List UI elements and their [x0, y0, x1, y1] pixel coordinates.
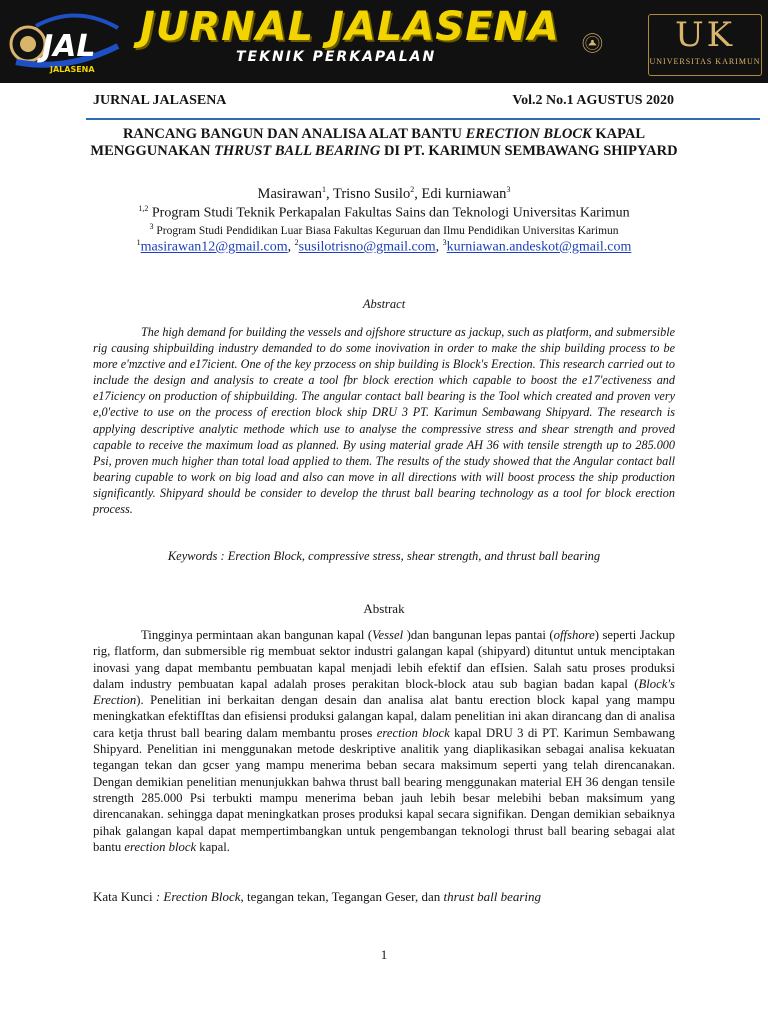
keywords-en: Keywords : Erection Block, compressive stress, shear strength, and thrust ball bearing — [167, 549, 601, 563]
abstract-id-italic: offshore — [553, 628, 595, 642]
abstract-id-text: )dan bangunan lepas pantai ( — [403, 628, 554, 642]
abstract-id-text: ) seperti Jackup rig, flatform, dan submersible rig membuat sektor industri galangan kapal (shipyard) dituntut untuk menciptakan inovasi yang dapat membantu pembuatan kapal menjadi lebih efektif dan efIsien. Salah satu proses produksi dalam industry pembuatan kapal adalah proses perakitan block-block atau sub bagian badan kapal ( — [93, 628, 675, 691]
email-sup: 1 — [136, 238, 141, 247]
university-logo-text: UK — [674, 15, 736, 55]
header-divider — [86, 118, 760, 120]
abstract-en-body: The high demand for building the vessels and ojfshore structure as jackup, such as platform, and submersible rig causing shipbuilding industry demanded to do some inovivation in order to make the ship building process to be more e'mzctive and e17icient. One of the key przocess on ship building is Block's Erection. This research carried out to include the design and analysis to create a tool fbr block erection which capable to boost the e17'ectiveness and e17iciency on production of shipbuilding. The angular contact ball bearing is the Tool which created and proven very e,0'ective to use on the process of erection block ship DRU 3 PT. Karimun Sembawang Shipyard. The research is applying descriptive analytic methode which use to analyse the compressive stress and shear strength and proved capable to receive the maximum load as planned. By using material grade AH 36 with tensile strength up to 285.000 Psi, proven much higher than total load applied to them. The results of the study showed that the Angular contact ball bearing cupable to work on big load and also can move in all directions with will boost process the ship production significantly. Shipyard should be consider to develop the thrust ball bearing technology as a tool for block erection process. — [93, 325, 675, 517]
email-list — [0, 238, 768, 256]
email-link-1[interactable]: masirawan12@gmail.com — [140, 239, 288, 255]
email-separator: , — [435, 239, 443, 255]
abstract-id-text: kapal DRU 3 di PT. Karimun Sembawang Shipyard. Penelitian ini menggunakan metode deskriptive analitik yang diaplikasikan sebagai analisa kekuatan tegangan tekan dan gcser yang mampu menerima beban secara maksimum seperti yang telah direncanakan. Dengan demikian penelitian menunjukkan bahwa thrust ball bearing menggunakan material EH 36 dengan tensile strength 285.000 Psi terbukti mampu menerima beban jauh lebih besar melebihi beban maksimum yang direncanakan. sehingga dapat meningkatkan proses produksi kapal secara signifikan. Dengan demikian sebaiknya pihak galangan kapal dapat mempertimbangkan untuk pengembangan teknologi thrust ball bearing sebagai alat bantu — [93, 725, 675, 854]
banner-subtitle: TEKNIK PERKAPALAN — [236, 49, 437, 65]
abstract-id-heading: Abstrak — [363, 601, 405, 616]
title-italic-part: THRUST BALL BEARING — [214, 143, 381, 159]
abstract-id-italic: erection block — [124, 839, 197, 854]
journal-volume: Vol.2 No.1 AGUSTUS 2020 — [512, 93, 674, 108]
affiliation-2 — [0, 222, 768, 237]
email-sup: 3 — [442, 238, 447, 247]
affiliation-sup: 3 — [149, 222, 154, 231]
email-sup: 2 — [294, 238, 299, 247]
author-separator: , — [325, 185, 333, 202]
abstract-id-text: kapal. — [196, 839, 230, 854]
author-sup: 1 — [321, 185, 326, 194]
keywords-id-text: , tegangan tekan, Tegangan Geser, dan — [240, 889, 444, 904]
author-sup: 2 — [410, 185, 415, 194]
affiliation-text: Program Studi Teknik Perkapalan Fakultas Sains dan Teknologi Universitas Karimun — [148, 205, 630, 221]
university-logo-subtext: UNIVERSITAS KARIMUN — [649, 57, 761, 66]
keywords-id-italic: thrust ball bearing — [443, 889, 542, 904]
keywords-id-italic: : Erection Block — [155, 889, 241, 904]
abstract-id-body — [93, 627, 675, 855]
paper-title — [90, 126, 678, 160]
abstract-id — [93, 627, 675, 855]
left-logo-subtext: JALASENA — [50, 65, 95, 74]
title-part: RANCANG BANGUN DAN ANALISA ALAT BANTU — [122, 126, 466, 142]
journal-name: JURNAL JALASENA — [93, 93, 227, 108]
author-list — [0, 185, 768, 203]
affiliation-text: Program Studi Pendidikan Luar Biasa Fakultas Keguruan dan Ilmu Pendidikan Universitas Karimun — [153, 224, 619, 237]
title-italic-part: ERECTION BLOCK — [465, 126, 592, 142]
author-name: Trisno Susilo — [332, 185, 411, 202]
author-sup: 3 — [506, 185, 511, 194]
affiliation-sup: 1,2 — [138, 204, 149, 213]
journal-banner — [0, 0, 768, 83]
email-link-3[interactable]: kurniawan.andeskot@gmail.com — [446, 239, 632, 255]
email-separator: , — [287, 239, 295, 255]
university-logo — [648, 14, 762, 76]
journal-info-row — [93, 93, 674, 109]
keywords-id — [93, 889, 541, 905]
abstract-id-italic: Vessel — [372, 628, 404, 642]
jalasena-logo-icon — [6, 6, 124, 80]
banner-title: JURNAL JALASENA — [140, 4, 560, 50]
abstract-en-heading: Abstract — [362, 297, 406, 311]
affiliation-1 — [0, 204, 768, 222]
email-link-2[interactable]: susilotrisno@gmail.com — [298, 239, 436, 255]
abstract-en — [93, 324, 675, 517]
author-name: Masirawan — [257, 185, 322, 202]
abstract-id-italic: Block's Erection — [93, 676, 675, 708]
title-part: DI PT. KARIMUN SEMBAWANG SHIPYARD — [380, 143, 678, 159]
author-separator: , — [414, 185, 422, 202]
author-name: Edi kurniawan — [421, 185, 507, 202]
page-number: 1 — [380, 947, 388, 962]
keywords-id-label: Kata Kunci — [93, 889, 156, 904]
abstract-id-text: Tingginya permintaan akan bangunan kapal ( — [141, 628, 373, 642]
university-seal-icon — [582, 10, 646, 76]
abstract-id-italic: erection block — [376, 725, 450, 740]
left-logo-text: JAL — [42, 29, 96, 64]
abstract-id-text: ). Penelitian ini berkaitan dengan desain dan analisa alat bantu erection block kapal yang mampu meningkatkan efektifItas dan efisiensi produksi galangan kapal, dalam penelitian ini akan dirancang dan di analisa cara ketja thrust ball bearing dalam membantu proses — [93, 693, 675, 740]
title-part: KAPAL MENGGUNAKAN — [90, 126, 646, 159]
